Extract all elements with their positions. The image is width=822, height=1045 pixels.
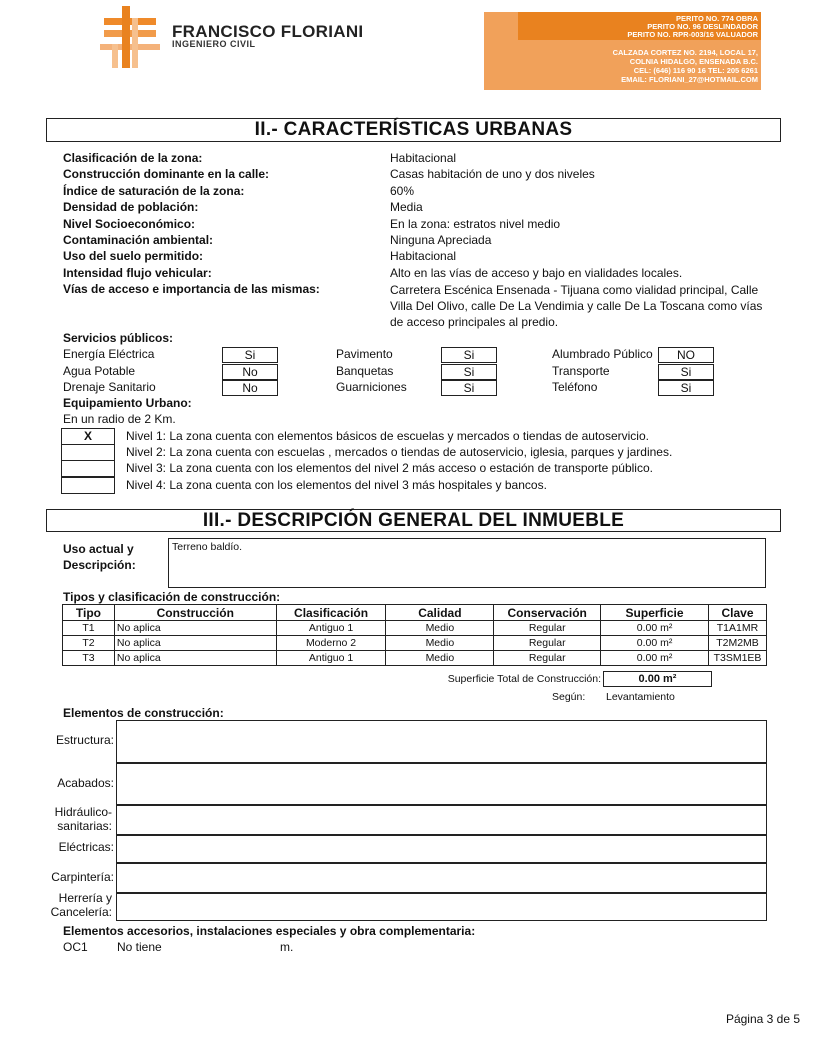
table-cell: Antiguo 1 bbox=[276, 651, 386, 666]
service-value-box: No bbox=[222, 364, 278, 380]
element-input-box bbox=[116, 892, 767, 921]
field-value: En la zona: estratos nivel medio bbox=[390, 216, 561, 231]
element-label: Acabados: bbox=[57, 776, 114, 790]
email-line: EMAIL: FLORIANI_27@HOTMAIL.COM bbox=[621, 75, 758, 84]
field-value: Casas habitación de uno y dos niveles bbox=[390, 167, 595, 182]
service-value-box: Si bbox=[441, 380, 497, 396]
table-cell: 0.00 m² bbox=[601, 651, 709, 666]
types-title: Tipos y clasificación de construcción: bbox=[63, 590, 281, 604]
header-calidad: Calidad bbox=[386, 605, 494, 621]
service-label: Pavimento bbox=[336, 347, 393, 361]
accessories-title: Elementos accesorios, instalaciones especiales y obra complementaria: bbox=[63, 924, 476, 938]
table-cell: Moderno 2 bbox=[276, 636, 386, 651]
field-value: Habitacional bbox=[390, 151, 457, 165]
service-label: Guarniciones bbox=[336, 380, 407, 394]
oc-value: No tiene bbox=[117, 940, 162, 954]
table-row bbox=[63, 636, 767, 651]
field-value: 60% bbox=[390, 183, 415, 198]
use-description-box bbox=[168, 538, 766, 588]
level-text: Nivel 4: La zona cuenta con los elementos del nivel 3 más hospitales y bancos. bbox=[126, 477, 547, 492]
field-label: Clasificación de la zona: bbox=[63, 151, 203, 165]
service-label: Drenaje Sanitario bbox=[63, 380, 156, 394]
element-label: Eléctricas: bbox=[58, 840, 114, 854]
table-cell: Regular bbox=[494, 621, 601, 636]
service-label: Banquetas bbox=[336, 363, 394, 378]
total-surface-value: 0.00 m² bbox=[603, 671, 712, 687]
table-cell: Antiguo 1 bbox=[276, 621, 386, 636]
table-cell: No aplica bbox=[114, 651, 276, 666]
service-label: Energía Eléctrica bbox=[63, 347, 155, 361]
header-superficie: Superficie bbox=[601, 605, 709, 621]
table-row bbox=[63, 621, 767, 636]
use-description-value: Terreno baldío. bbox=[172, 541, 243, 553]
table-cell: T1 bbox=[63, 621, 115, 636]
element-label: Hidráulico-sanitarias: bbox=[54, 805, 112, 833]
license-line: PERITO NO. 96 DESLINDADOR bbox=[647, 22, 758, 31]
phone-line: CEL: (646) 116 90 16 TEL: 205 6261 bbox=[633, 66, 758, 75]
access-line: Carretera Escénica Ensenada - Tijuana como vialidad principal, Calle bbox=[390, 283, 759, 297]
access-value bbox=[390, 282, 762, 330]
level-checkbox bbox=[61, 444, 115, 461]
equipment-title: Equipamiento Urbano: bbox=[63, 396, 192, 410]
table-cell: Medio bbox=[386, 651, 494, 666]
section-2-title: II.- CARACTERÍSTICAS URBANAS bbox=[46, 118, 781, 142]
license-line: PERITO NO. RPR-003/16 VALUADOR bbox=[627, 30, 758, 39]
segun-label: Según: bbox=[552, 691, 586, 703]
level-checkbox bbox=[61, 460, 115, 477]
table-cell: T2 bbox=[63, 636, 115, 651]
table-header-row bbox=[63, 605, 767, 621]
segun-value: Levantamiento bbox=[606, 691, 675, 703]
service-value-box: Si bbox=[658, 380, 714, 396]
address-line: COLNIA HIDALGO, ENSENADA B.C. bbox=[629, 57, 758, 66]
element-input-box bbox=[116, 762, 767, 806]
table-cell: T3SM1EB bbox=[708, 651, 766, 666]
access-label: Vías de acceso e importancia de las mismas: bbox=[63, 282, 320, 296]
element-label: Carpintería: bbox=[51, 870, 114, 884]
services-title: Servicios públicos: bbox=[63, 331, 174, 345]
table-cell: Regular bbox=[494, 651, 601, 666]
table-cell: Medio bbox=[386, 636, 494, 651]
level-text: Nivel 1: La zona cuenta con elementos básicos de escuelas y mercados o tiendas de autoservicio. bbox=[126, 429, 649, 443]
field-value: Habitacional bbox=[390, 249, 457, 264]
service-value-box: No bbox=[222, 380, 278, 396]
oc-code: OC1 bbox=[63, 940, 88, 954]
field-label: Nivel Socioeconómico: bbox=[63, 216, 196, 231]
elements-title: Elementos de construcción: bbox=[63, 706, 224, 720]
access-line: Villa Del Olivo, calle De La Vendimia y calle De La Toscana como vías bbox=[390, 299, 763, 313]
header-clasificacion: Clasificación bbox=[276, 605, 386, 621]
field-label: Índice de saturación de la zona: bbox=[63, 183, 245, 198]
element-input-box bbox=[116, 804, 767, 836]
table-row bbox=[63, 651, 767, 666]
level-text: Nivel 2: La zona cuenta con escuelas , mercados o tiendas de autoservicio, iglesia, parques y jardines. bbox=[126, 445, 673, 460]
field-label: Intensidad flujo vehicular: bbox=[63, 265, 212, 280]
total-surface-label: Superficie Total de Construcción: bbox=[447, 673, 601, 685]
field-label: Densidad de población: bbox=[63, 200, 199, 215]
company-logo bbox=[96, 4, 162, 70]
table-cell: Regular bbox=[494, 636, 601, 651]
service-label: Teléfono bbox=[552, 380, 598, 394]
access-line: de acceso principales al predio. bbox=[390, 315, 559, 329]
element-input-box bbox=[116, 834, 767, 864]
oc-unit: m. bbox=[280, 940, 294, 954]
service-label: Alumbrado Público bbox=[552, 347, 653, 361]
construction-table bbox=[62, 604, 767, 666]
radius-text: En un radio de 2 Km. bbox=[63, 412, 176, 426]
license-line: PERITO NO. 774 OBRA bbox=[676, 14, 758, 23]
service-value-box: Si bbox=[222, 347, 278, 363]
table-cell: T3 bbox=[63, 651, 115, 666]
field-label: Uso del suelo permitido: bbox=[63, 249, 204, 264]
element-input-box bbox=[116, 862, 767, 894]
table-cell: 0.00 m² bbox=[601, 621, 709, 636]
service-value-box: NO bbox=[658, 347, 714, 363]
service-value-box: Si bbox=[441, 364, 497, 380]
description-label: Descripción: bbox=[63, 558, 136, 572]
header-clave: Clave bbox=[708, 605, 766, 621]
level-text: Nivel 3: La zona cuenta con los elementos del nivel 2 más acceso o estación de transporte público. bbox=[126, 461, 653, 476]
company-subtitle: INGENIERO CIVIL bbox=[172, 39, 256, 49]
field-value: Alto en las vías de acceso y bajo en vialidades locales. bbox=[390, 265, 683, 280]
table-cell: No aplica bbox=[114, 621, 276, 636]
level-checkbox bbox=[61, 477, 115, 494]
use-label: Uso actual y bbox=[63, 542, 134, 556]
service-value-box: Si bbox=[441, 347, 497, 363]
table-cell: T1A1MR bbox=[708, 621, 766, 636]
field-value: Media bbox=[390, 200, 423, 215]
header-conservacion: Conservación bbox=[494, 605, 601, 621]
service-value-box: Si bbox=[658, 364, 714, 380]
company-name: FRANCISCO FLORIANI bbox=[172, 22, 364, 41]
service-label: Agua Potable bbox=[63, 363, 136, 378]
address-line: CALZADA CORTEZ NO. 2194, LOCAL 17, bbox=[612, 48, 758, 57]
section-3-title: III.- DESCRIPCIÓN GENERAL DEL INMUEBLE bbox=[46, 509, 781, 532]
table-cell: No aplica bbox=[114, 636, 276, 651]
header-construccion: Construcción bbox=[114, 605, 276, 621]
header-tipo: Tipo bbox=[63, 605, 115, 621]
element-label: Herrería y Cancelería: bbox=[50, 891, 112, 919]
page-number: Página 3 de 5 bbox=[725, 1012, 800, 1026]
level-checkbox: X bbox=[61, 428, 115, 445]
element-label: Estructura: bbox=[55, 733, 114, 747]
field-label: Contaminación ambiental: bbox=[63, 233, 214, 247]
table-cell: T2M2MB bbox=[708, 636, 766, 651]
field-label: Construcción dominante en la calle: bbox=[63, 167, 270, 182]
field-value: Ninguna Apreciada bbox=[390, 233, 492, 247]
table-cell: 0.00 m² bbox=[601, 636, 709, 651]
element-input-box bbox=[116, 720, 767, 764]
service-label: Transporte bbox=[552, 363, 610, 378]
table-cell: Medio bbox=[386, 621, 494, 636]
